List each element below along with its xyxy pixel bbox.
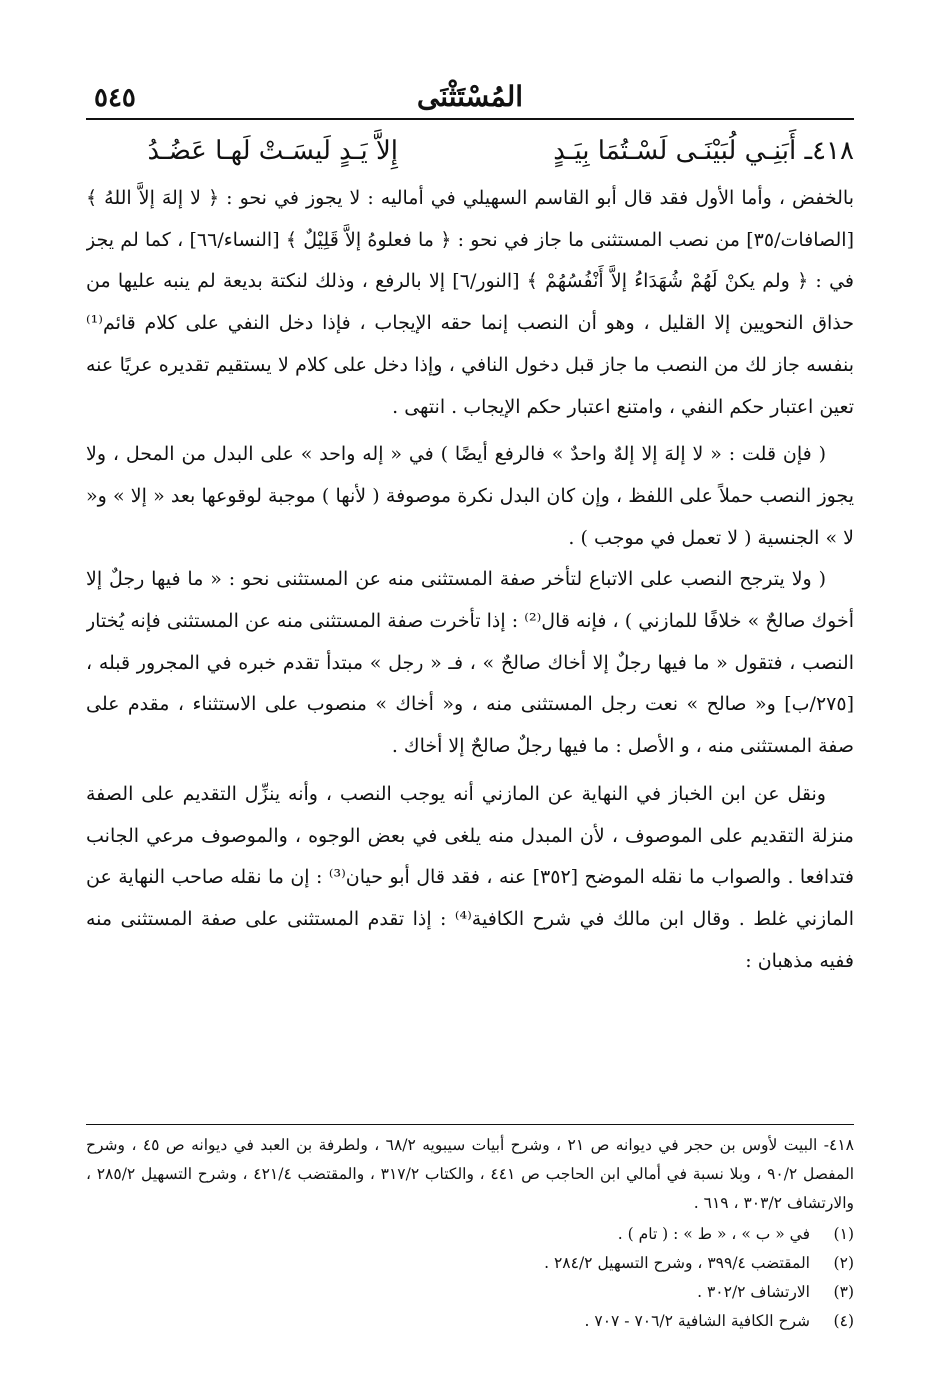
poetry-verse xyxy=(86,133,854,169)
footnote-text: شرح الكافية الشافية ٧٠٦/٢ - ٧٠٧ . xyxy=(584,1312,810,1330)
footnote-number: (١) xyxy=(833,1225,854,1243)
footnote-text: المقتضب ٣٩٩/٤ ، وشرح التسهيل ٢٨٤/٢ . xyxy=(544,1254,810,1272)
page-header xyxy=(86,78,854,120)
footnote-item xyxy=(86,1278,854,1307)
footnote-item xyxy=(86,1220,854,1249)
footnote-text: الارتشاف ٣٠٢/٢ . xyxy=(697,1283,810,1301)
footnote-number: (٢) xyxy=(833,1254,854,1272)
footnote-number: (٣) xyxy=(833,1283,854,1301)
page-number: ٥٤٥ xyxy=(94,83,136,113)
page-title: المُسْتَثْنَى xyxy=(416,80,524,113)
paragraph: ( ولا يترجح النصب على الاتباع لتأخر صفة المستثنى منه عن المستثنى نحو : « ما فيها رجلٌ إلا أخوك صالحٌ » خلافًا للمازني ) ، فإنه قال⁽²⁾ : إذا تأخرت صفة المستثنى منه عن المستثنى فإنه يُختار النصب ، فتقول « ما فيها رجلٌ إلا أخاك صالحٌ » ، فـ « رجل » مبتدأ تقدم خبره في المجرور قبله ، [٢٧٥/ب] و« صالح » نعت رجل المستثنى منه ، و« أخاك » منصوب على الاستثناء ، مقدم على صفة المستثنى منه ، و الأصل : ما فيها رجلٌ صالحٌ إلا أخاك . xyxy=(86,568,854,758)
footnote-list xyxy=(86,1220,854,1336)
footnote-text: في « ب » ، « ط » : ( تام ) . xyxy=(617,1225,810,1243)
paragraph: ( فإن قلت : « لا إلهَ إلا إلهٌ واحدٌ » فالرفع أيضًا ) في « إله واحد » على البدل من المحل ، ولا يجوز النصب حملاً على اللفظ ، وإن كان البدل نكرة موصوفة ( لأنها ) موجبة لوقوعها بعد « إلا » و« لا » الجنسية ( لا تعمل في موجب ) . xyxy=(86,443,854,549)
paragraph: بالخفض ، وأما الأول فقد قال أبو القاسم السهيلي في أماليه : لا يجوز في نحو : ﴿ لا إلهَ إلاَّ اللهُ ﴾ [الصافات/٣٥] من نصب المستثنى ما جاز في نحو : ﴿ ما فعلوهُ إلاَّ قَلِيْلٌ ﴾ [النساء/٦٦] ، كما لم يجز في : ﴿ ولم يكنْ لَهُمْ شُهَدَاءُ إلاَّ أَنْفُسُهُمْ ﴾ [النور/٦] إلا بالرفع ، وذلك لنكتة بديعة لم ينبه عليها من حذاق النحويين إلا القليل ، وهو أن النصب إنما حقه الإيجاب ، فإذا دخل النفي على كلام قائم⁽¹⁾ بنفسه جاز لك من النصب ما جاز قبل دخول النافي ، وإذا دخل على كلام لا يستقيم تقديره عريًا عنه تعين اعتبار حكم النفي ، وامتنع اعتبار حكم الإيجاب . انتهى . xyxy=(86,187,854,418)
main-text xyxy=(86,178,854,1123)
verse-source-footnote: ٤١٨- البيت لأوس بن حجر في ديوانه ص ٢١ ، وشرح أبيات سيبويه ٦٨/٢ ، ولطرفة بن العبد في ديوانه ص ٤٥ ، وشرح المفصل ٩٠/٢ ، وبلا نسبة في أمالي ابن الحاجب ص ٤٤١ ، والكتاب ٣١٧/٢ ، والمقتضب ٤٢١/٤ ، وشرح التسهيل ٢٨٥/٢ ، والارتشاف ٣٠٣/٢ ، ٦١٩ . xyxy=(86,1136,854,1212)
verse-first-hemistich: ٤١٨ـ أَبَنِـي لُبَيْنَـى لَسْـتُمَا بِيَـدٍ xyxy=(553,136,854,166)
footnote-number: (٤) xyxy=(833,1312,854,1330)
footnotes xyxy=(86,1124,854,1350)
footnote-item xyxy=(86,1307,854,1336)
verse-second-hemistich: إِلاَّ يَـدٍ لَيسَـتْ لَهـا عَضُـدُ xyxy=(147,136,398,166)
footnote-item xyxy=(86,1249,854,1278)
paragraph: ونقل عن ابن الخباز في النهاية عن المازني أنه يوجب النصب ، وأنه ينزِّل التقديم على الصفة منزلة التقديم على الموصوف ، لأن المبدل منه يلغى في بعض الوجوه ، والموصوف مرعي الجانب فتدافعا . والصواب ما نقله الموضح [٣٥٢] عنه ، فقد قال أبو حيان⁽³⁾ : إن ما نقله صاحب النهاية عن المازني غلط . وقال ابن مالك في شرح الكافية⁽⁴⁾ : إذا تقدم المستثنى على صفة المستثنى منه ففيه مذهبان : xyxy=(86,782,854,972)
